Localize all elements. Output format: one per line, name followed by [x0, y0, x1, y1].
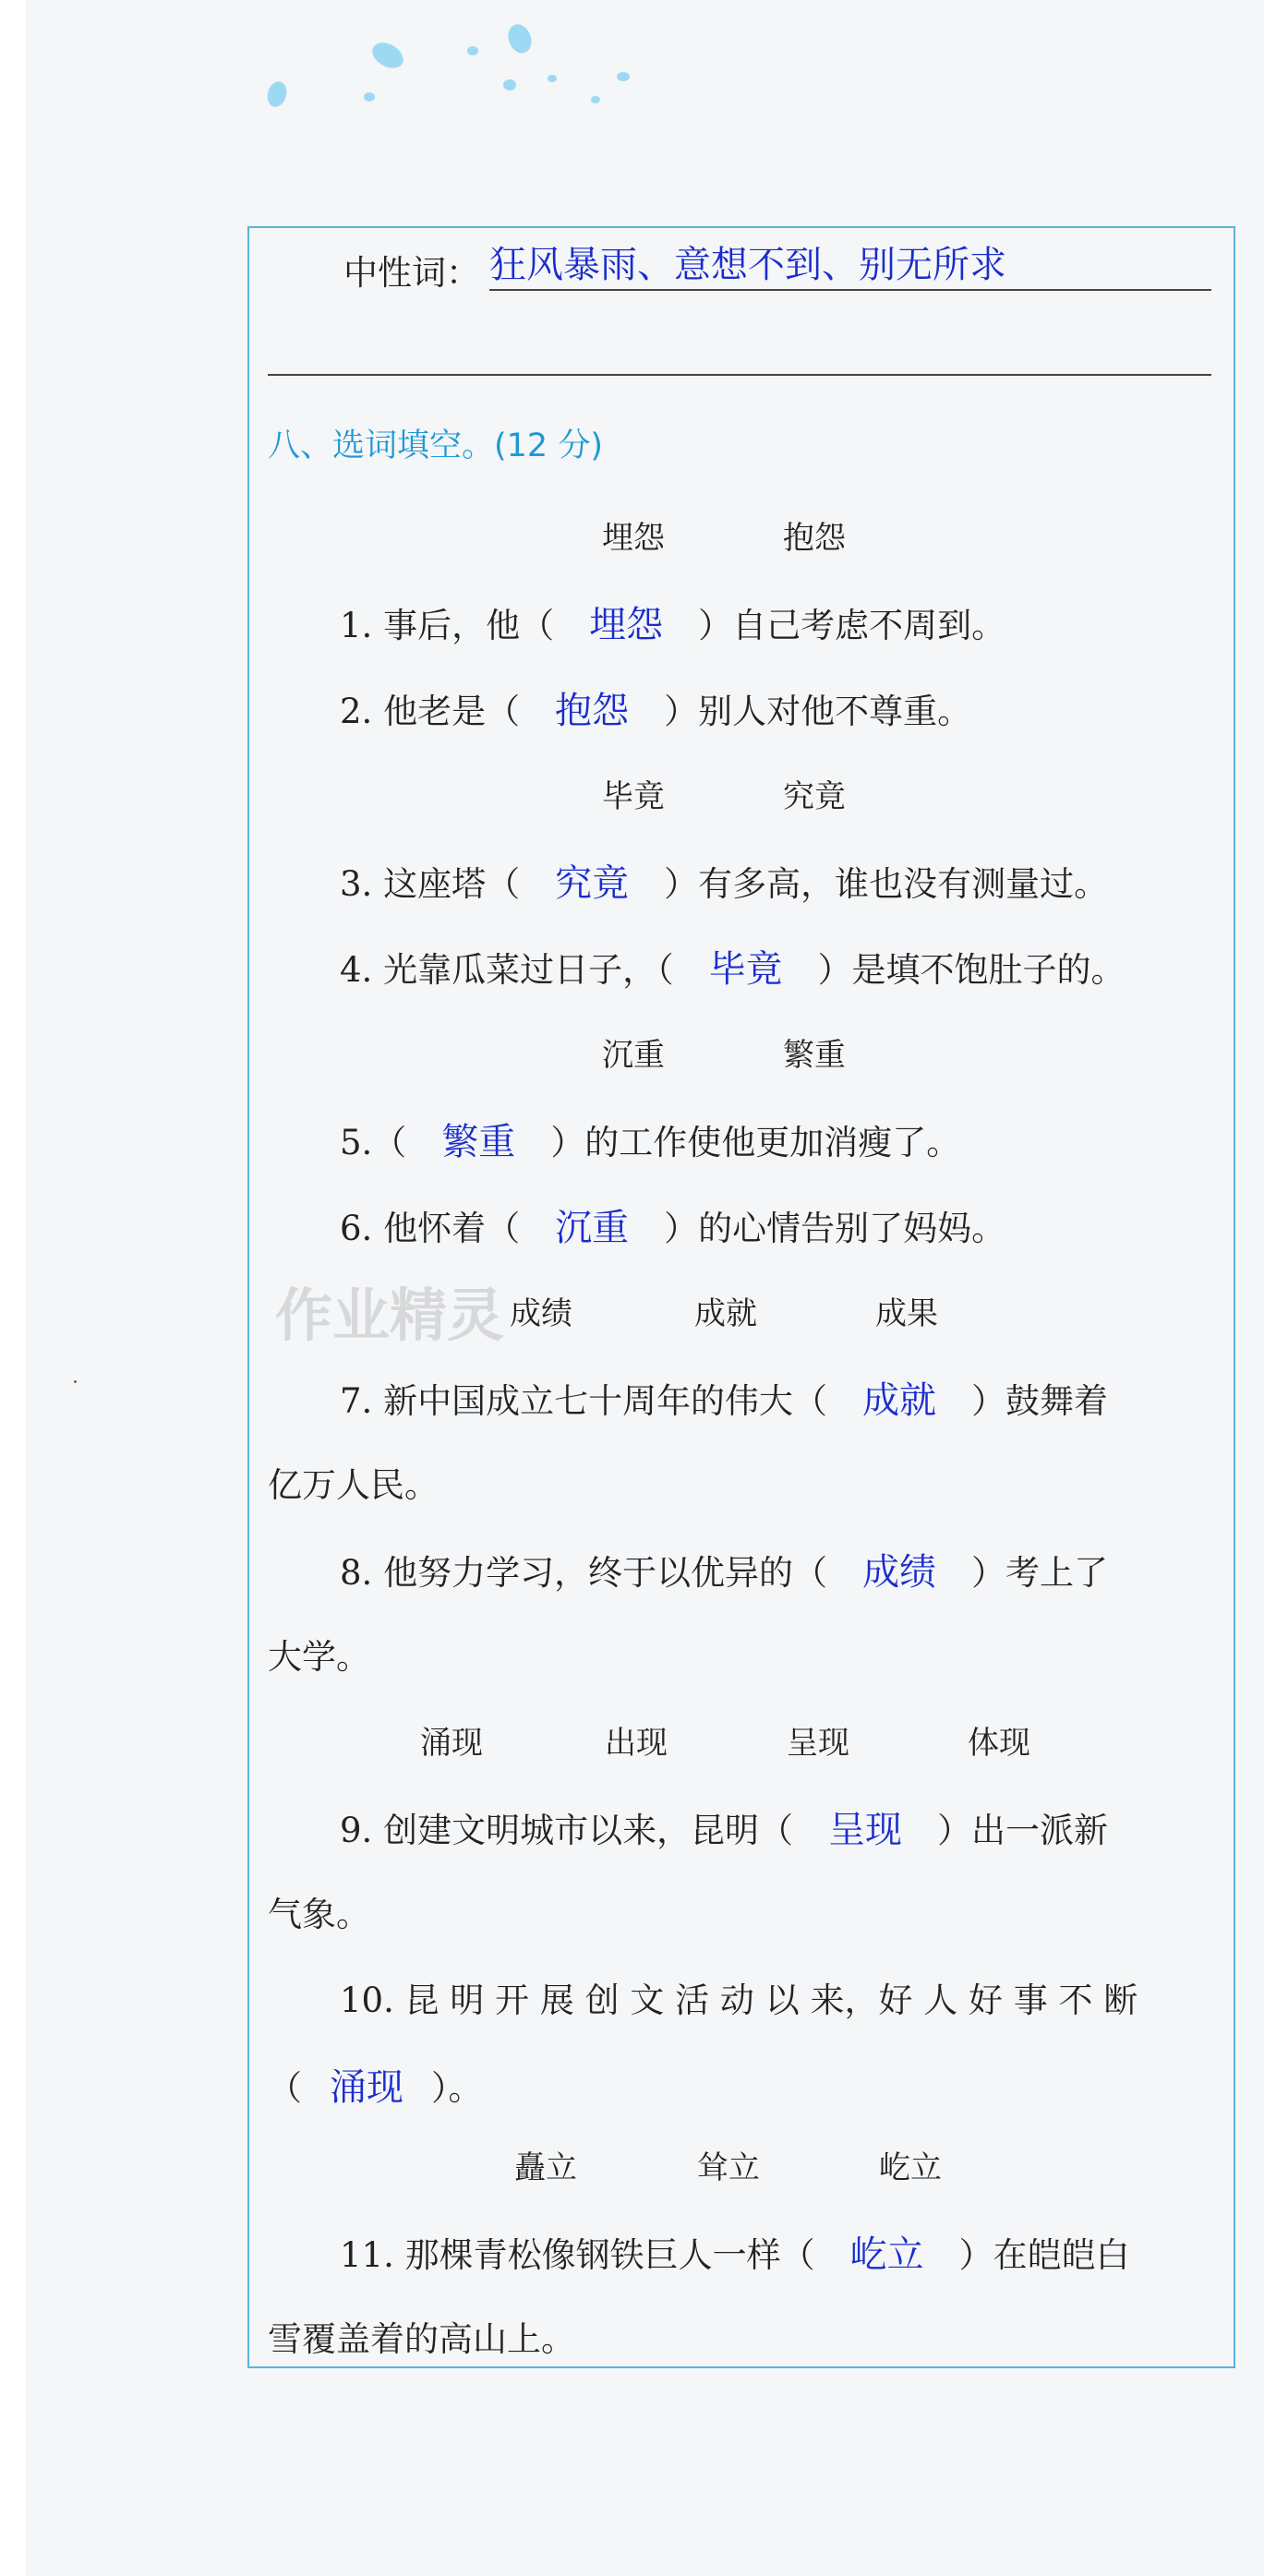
option-word: 矗立 — [514, 2149, 577, 2186]
question-suffix: ）自己考虑不周到。 — [698, 606, 1006, 645]
answer-7: 成就 — [862, 1379, 937, 1422]
answer-8: 成绩 — [862, 1551, 937, 1594]
leaf-icon — [265, 79, 290, 109]
question-7-continuation: 亿万人民。 — [268, 1465, 439, 1505]
answer-10: 涌现 — [330, 2066, 403, 2109]
leaf-decoration — [259, 18, 683, 148]
question-suffix: ）在皑皑白 — [958, 2235, 1130, 2275]
question-prefix: 9. 创建文明城市以来，昆明（ — [340, 1811, 794, 1850]
blank-underline — [268, 374, 1211, 376]
question-suffix: ）鼓舞着 — [971, 1381, 1109, 1421]
question-suffix: ）别人对他不尊重。 — [664, 692, 972, 731]
option-word: 成绩 — [510, 1295, 572, 1332]
option-word: 出现 — [605, 1725, 668, 1762]
answer-9: 呈现 — [828, 1809, 903, 1851]
question-4 — [340, 940, 1126, 993]
option-word: 毕竟 — [602, 778, 665, 815]
question-suffix: ）出一派新 — [937, 1811, 1109, 1850]
leaf-icon — [591, 96, 600, 103]
question-2 — [340, 681, 971, 734]
leaf-icon — [503, 79, 516, 90]
question-prefix: 8. 他努力学习，终于以优异的（ — [340, 1553, 828, 1593]
option-word: 屹立 — [879, 2149, 942, 2186]
question-prefix: 4. 光靠瓜菜过日子，（ — [340, 950, 674, 990]
answer-3: 究竟 — [555, 862, 630, 905]
question-suffix: ）的工作使他更加消瘦了。 — [550, 1123, 961, 1162]
question-9 — [340, 1800, 1108, 1853]
question-8-continuation: 大学。 — [268, 1637, 370, 1677]
speck — [74, 1380, 77, 1383]
leaf-icon — [367, 38, 407, 74]
question-suffix: ）。 — [431, 2068, 483, 2108]
option-word: 繁重 — [783, 1037, 846, 1074]
question-10-continuation — [268, 2058, 483, 2111]
watermark: 作业精灵 — [275, 1282, 505, 1349]
option-word: 成就 — [694, 1295, 757, 1332]
option-word: 成果 — [875, 1295, 938, 1332]
option-word: 涌现 — [420, 1725, 483, 1762]
answer-2: 抱怨 — [555, 690, 630, 732]
question-prefix: 7. 新中国成立七十周年的伟大（ — [340, 1381, 828, 1421]
question-7 — [340, 1371, 1108, 1424]
question-8 — [340, 1543, 1108, 1595]
option-word: 抱怨 — [783, 520, 846, 557]
answer-11: 屹立 — [849, 2233, 924, 2276]
option-word: 埋怨 — [602, 520, 665, 557]
leaf-icon — [617, 72, 630, 81]
answer-1: 埋怨 — [589, 604, 664, 646]
answer-4: 毕竟 — [708, 948, 783, 991]
question-6 — [340, 1198, 1005, 1251]
question-prefix: 2. 他老是（ — [340, 692, 521, 731]
question-suffix: ）有多高，谁也没有测量过。 — [664, 864, 1109, 904]
question-prefix: 5.（ — [340, 1123, 407, 1162]
option-word: 究竟 — [783, 778, 846, 815]
question-prefix: 3. 这座塔（ — [340, 864, 521, 904]
leaf-icon — [467, 46, 478, 55]
neutral-answer: 狂风暴雨、意想不到、别无所求 — [489, 244, 1006, 286]
question-10: 10. 昆 明 开 展 创 文 活 动 以 来，好 人 好 事 不 断 — [340, 1980, 1138, 2020]
leaf-icon — [364, 92, 375, 102]
question-prefix: 1. 事后，他（ — [340, 606, 555, 645]
question-prefix: 11. 那棵青松像钢铁巨人一样（ — [340, 2235, 815, 2275]
option-word: 呈现 — [787, 1725, 849, 1762]
answer-5: 繁重 — [441, 1121, 516, 1163]
question-11 — [340, 2225, 1130, 2278]
option-word: 沉重 — [602, 1037, 665, 1074]
question-11-continuation: 雪覆盖着的高山上。 — [268, 2319, 575, 2359]
answer-6: 沉重 — [555, 1207, 630, 1249]
question-prefix: （ — [268, 2068, 302, 2108]
question-suffix: ）是填不饱肚子的。 — [817, 950, 1126, 990]
neutral-label: 中性词： — [343, 253, 480, 293]
leaf-icon — [548, 75, 557, 82]
leaf-icon — [504, 21, 535, 56]
option-word: 耸立 — [697, 2149, 760, 2186]
question-suffix: ）的心情告别了妈妈。 — [664, 1209, 1006, 1248]
question-5 — [340, 1113, 960, 1165]
option-word: 体现 — [968, 1725, 1030, 1762]
neutral-underline — [489, 289, 1211, 291]
question-suffix: ）考上了 — [971, 1553, 1109, 1593]
section-title: 八、选词填空。(12 分) — [268, 427, 603, 464]
question-3 — [340, 854, 1108, 907]
question-1 — [340, 596, 1005, 648]
question-prefix: 6. 他怀着（ — [340, 1209, 521, 1248]
question-9-continuation: 气象。 — [268, 1895, 370, 1934]
